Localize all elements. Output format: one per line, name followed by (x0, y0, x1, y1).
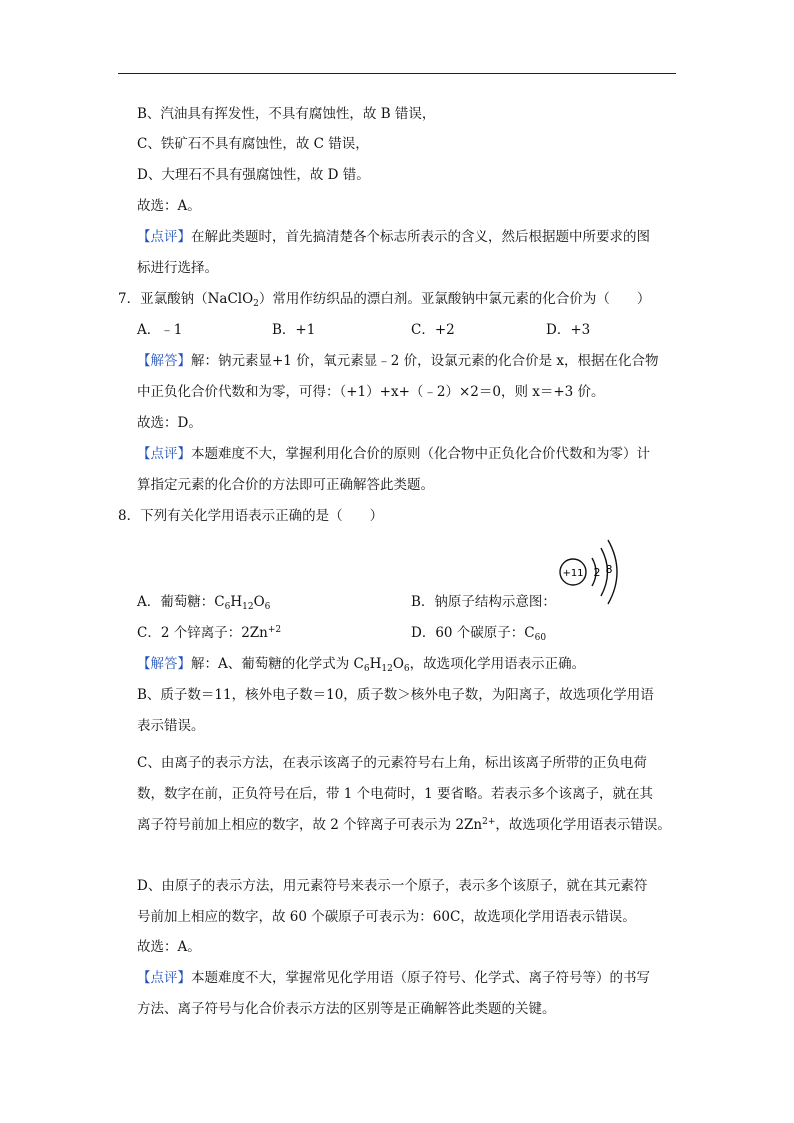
prev-option-c-explanation: C、铁矿石不具有腐蚀性，故 C 错误， (137, 136, 369, 152)
header-rule (118, 73, 676, 74)
answer-tag: 【解答】 (137, 353, 191, 369)
sodium-atom-structure-diagram (556, 538, 628, 606)
shell-1-electrons: 2 (593, 566, 601, 579)
q8-option-b: B．钠原子结构示意图： (411, 594, 556, 610)
q7-option-a: A．﹣1 (137, 322, 183, 338)
q8-answer-d-line-2: 号前加上相应的数字，故 60 个碳原子可表示为：60C，故选项化学用语表示错误。 (137, 909, 636, 925)
prev-option-b-explanation: B、汽油具有挥发性，不具有腐蚀性，故 B 错误， (137, 106, 436, 122)
formula-element: H (230, 594, 243, 610)
q8-option-d-label: D．60 个碳原子：C (411, 625, 535, 641)
prev-comment-line-2: 标进行选择。 (137, 260, 218, 276)
q8-comment-line-1 (137, 968, 650, 988)
q7-option-b: B．+1 (272, 322, 316, 338)
prev-option-d-explanation: D、大理石不具有强腐蚀性，故 D 错。 (137, 167, 370, 183)
answer-text: 解：A、葡萄糖的化学式为 C (191, 656, 364, 672)
answer-text: 离子符号前加上相应的数字，故 2 个锌离子可表示为 2Zn (137, 817, 483, 833)
q8-option-c-label: C．2 个锌离子：2Zn (137, 625, 268, 641)
q7-stem-part: 7．亚氯酸钠（NaClO (118, 291, 254, 307)
formula-sub: 6 (403, 664, 410, 674)
q8-answer-b-line-1: B、质子数＝11，核外电子数＝10，质子数＞核外电子数，为阳离子，故选项化学用语 (137, 687, 654, 703)
q8-choice: 故选：A。 (137, 939, 201, 955)
q8-option-a-label: A．葡萄糖：C (137, 594, 225, 610)
q7-choice: 故选：D。 (137, 415, 202, 431)
q7-answer-line-2: 中正负化合价代数和为零，可得：（+1）+x+（﹣2）×2＝0，则 x＝+3 价。 (137, 384, 605, 400)
q7-comment-line-1 (137, 444, 650, 464)
q8-stem: 8．下列有关化学用语表示正确的是（ ） (118, 508, 384, 524)
q8-option-d (411, 623, 546, 643)
comment-tag: 【点评】 (137, 229, 191, 245)
formula-sub: 60 (534, 633, 547, 643)
ion-charge-sup: 2+ (482, 817, 496, 827)
q8-answer-c-line-3 (137, 815, 671, 835)
q7-stem-part: ）常用作纺织品的漂白剂。亚氯酸钠中氯元素的化合价为（ ） (258, 291, 651, 307)
formula-sub: 6 (224, 602, 231, 612)
formula-element: H (369, 656, 382, 672)
q7-stem (118, 289, 650, 309)
prev-choice: 故选：A。 (137, 198, 201, 214)
comment-tag: 【点评】 (137, 446, 191, 462)
nucleus-charge: +11 (562, 568, 584, 579)
q8-answer-d-line-1: D、由原子的表示方法，用元素符号来表示一个原子，表示多个该原子，就在其元素符 (137, 878, 648, 894)
q7-option-c: C．+2 (411, 322, 455, 338)
q7-option-d: D．+3 (546, 322, 591, 338)
q8-option-c (137, 623, 281, 643)
q8-answer-c-line-2: 数，数字在前，正负符号在后，带 1 个电荷时，1 要省略。若表示多个该离子，就在其 (137, 786, 654, 802)
comment-text: 本题难度不大，掌握利用化合价的原则（化合物中正负化合价代数和为零）计 (191, 446, 650, 462)
comment-text: 在解此类题时，首先搞清楚各个标志所表示的含义，然后根据题中所要求的图 (191, 229, 650, 245)
answer-text: ，故选项化学用语表示错误。 (495, 817, 671, 833)
answer-text: 解：钠元素显+1 价，氧元素显﹣2 价，设氯元素的化合价是 x，根据在化合物 (191, 353, 659, 369)
comment-tag: 【点评】 (137, 970, 191, 986)
q7-stem-subscript: 2 (253, 299, 259, 309)
q8-answer-a (137, 654, 585, 674)
formula-sub: 12 (381, 664, 393, 674)
q8-option-a (137, 592, 270, 612)
answer-text: ，故选项化学用语表示正确。 (409, 656, 586, 672)
q7-comment-line-2: 算指定元素的化合价的方法即可正确解答此类题。 (137, 477, 434, 493)
shell-2-electrons: 8 (605, 563, 613, 576)
formula-sub: 12 (242, 602, 254, 612)
q8-answer-b-line-2: 表示错误。 (137, 718, 205, 734)
prev-comment-line-1 (137, 227, 650, 247)
formula-element: O (392, 656, 404, 672)
ion-charge-sup: +2 (267, 625, 282, 635)
q7-answer-line-1 (137, 351, 658, 371)
answer-tag: 【解答】 (137, 656, 191, 672)
comment-text: 本题难度不大，掌握常见化学用语（原子符号、化学式、离子符号等）的书写 (191, 970, 650, 986)
formula-sub: 6 (264, 602, 271, 612)
q8-answer-c-line-1: C、由离子的表示方法，在表示该离子的元素符号右上角，标出该离子所带的正负电荷 (137, 755, 647, 771)
formula-element: O (253, 594, 265, 610)
q8-comment-line-2: 方法、离子符号与化合价表示方法的区别等是正确解答此类题的关键。 (137, 1001, 556, 1017)
formula-sub: 6 (363, 664, 370, 674)
